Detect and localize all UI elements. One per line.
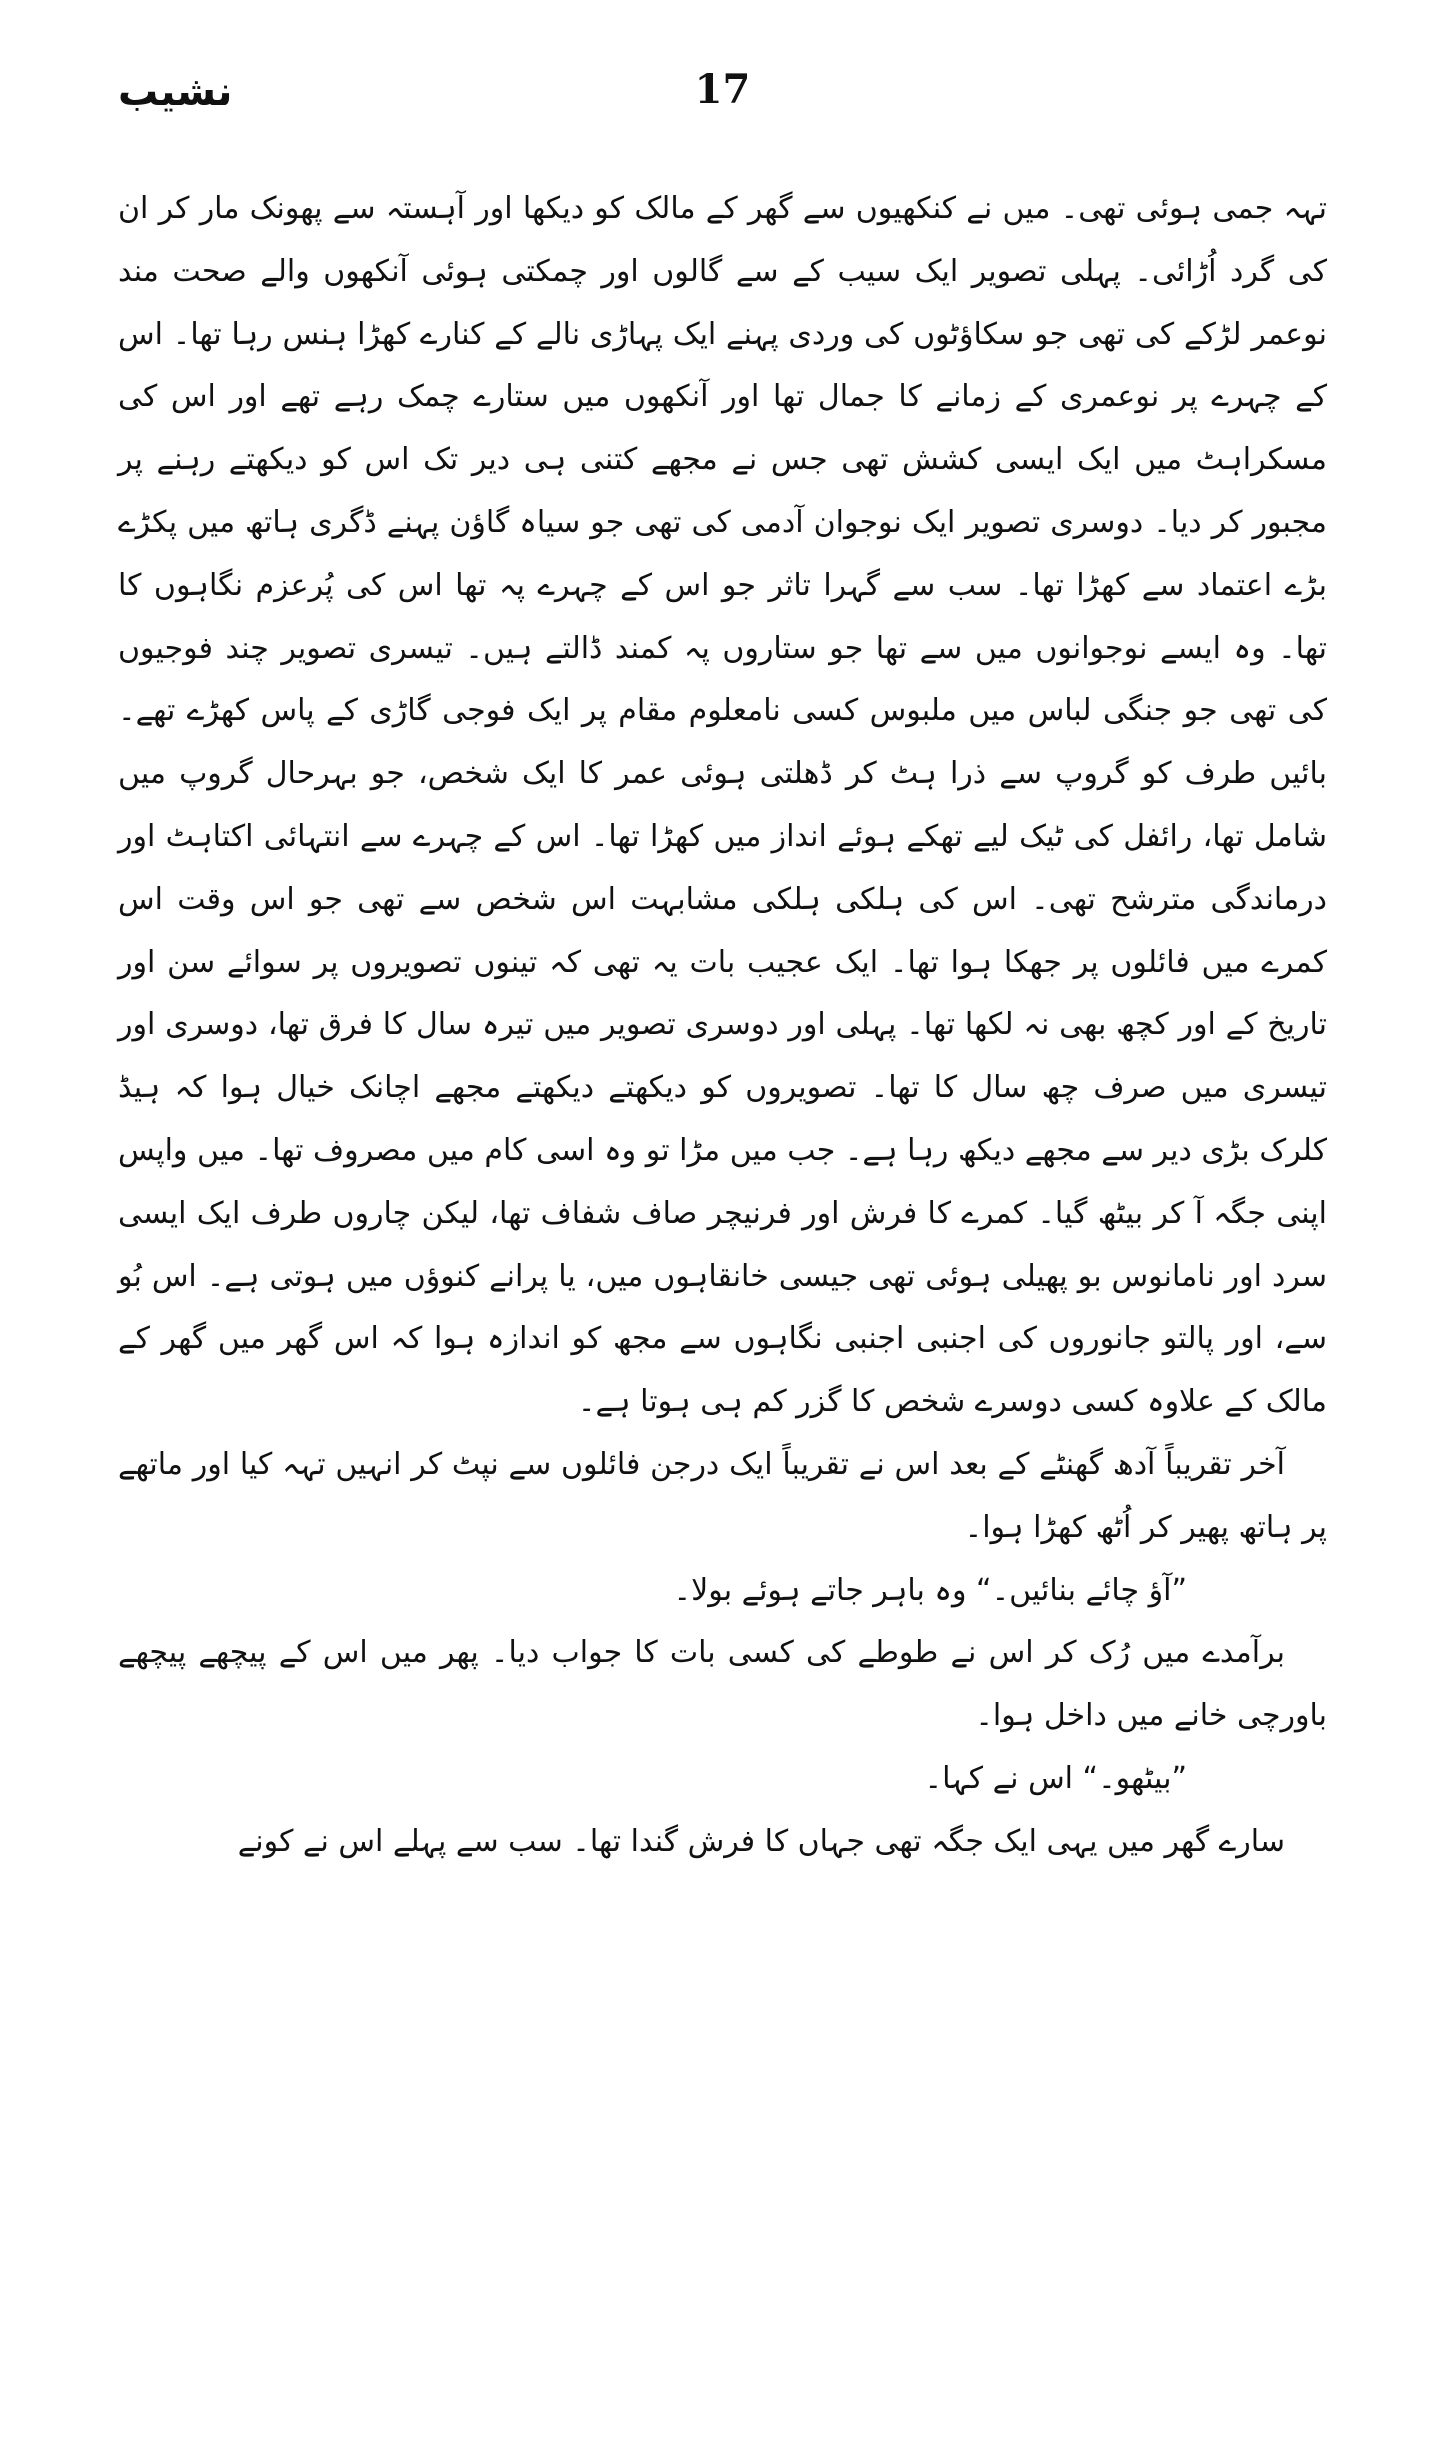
paragraph-kitchen-floor: سارے گھر میں یہی ایک جگہ تھی جہاں کا فرش گندا تھا۔ سب سے پہلے اس نے کونے xyxy=(237,1823,1285,1859)
dialogue-tea: ”آؤ چائے بنائیں۔“ وہ باہر جاتے ہوئے بولا۔ xyxy=(673,1572,1187,1608)
page-number: 17 xyxy=(694,66,751,113)
page-header xyxy=(0,60,1445,140)
paragraph-verandah: برآمدے میں رُک کر اس نے طوطے کی کسی بات کا جواب دیا۔ پھر میں اس کے پیچھے پیچھے باورچی خانے میں داخل ہوا۔ xyxy=(118,1635,1327,1734)
paragraph-half-hour: آخر تقریباً آدھ گھنٹے کے بعد اس نے تقریباً ایک درجن فائلوں سے نپٹ کر انہیں تہہ کیا اور ماتھے پر ہاتھ پھیر کر اُٹھ کھڑا ہوا۔ xyxy=(118,1446,1327,1545)
paragraph-main: تہہ جمی ہوئی تھی۔ میں نے کنکھیوں سے گھر کے مالک کو دیکھا اور آہستہ سے پھونک مار کر ان کی گرد اُڑائی۔ پہلی تصویر ایک سیب کے سے گالوں اور چمکتی ہوئی آنکھوں والے صحت مند نوعمر لڑکے کی تھی جو سکاؤٹوں کی وردی پہنے ایک پہاڑی نالے کے کنارے کھڑا ہنس رہا تھا۔ اس کے چہرے پر نوعمری کے زمانے کا جمال تھا اور آنکھوں میں ستارے چمک رہے تھے اور اس کی مسکراہٹ میں ایک ایسی کشش تھی جس نے مجھے کتنی ہی دیر تک اس کو دیکھتے رہنے پر مجبور کر دیا۔ دوسری تصویر ایک نوجوان آدمی کی تھی جو سیاہ گاؤن پہنے ڈگری ہاتھ میں پکڑے بڑے اعتماد سے کھڑا تھا۔ سب سے گہرا تاثر جو اس کے چہرے پہ تھا اس کی پُرعزم نگاہوں کا تھا۔ وہ ایسے نوجوانوں میں سے تھا جو ستاروں پہ کمند ڈالتے ہیں۔ تیسری تصویر چند فوجیوں کی تھی جو جنگی لباس میں ملبوس کسی نامعلوم مقام پر ایک فوجی گاڑی کے پاس کھڑے تھے۔ بائیں طرف کو گروپ سے ذرا ہٹ کر ڈھلتی ہوئی عمر کا ایک شخص، جو بہرحال گروپ میں شامل تھا، رائفل کی ٹیک لیے تھکے ہوئے انداز میں کھڑا تھا۔ اس کے چہرے سے انتہائی اکتاہٹ اور درماندگی مترشح تھی۔ اس کی ہلکی ہلکی مشابہت اس شخص سے تھی جو اس وقت اس کمرے میں فائلوں پر جھکا ہوا تھا۔ ایک عجیب بات یہ تھی کہ تینوں تصویروں پر سوائے سن اور تاریخ کے اور کچھ بھی نہ لکھا تھا۔ پہلی اور دوسری تصویر میں تیرہ سال کا فرق تھا، دوسری اور تیسری میں صرف چھ سال کا تھا۔ تصویروں کو دیکھتے دیکھتے مجھے اچانک خیال ہوا کہ ہیڈ کلرک بڑی دیر سے مجھے دیکھ رہا ہے۔ جب میں مڑا تو وہ اسی کام میں مصروف تھا۔ میں واپس اپنی جگہ آ کر بیٹھ گیا۔ کمرے کا فرش اور فرنیچر صاف شفاف تھا، لیکن چاروں طرف ایک ایسی سرد اور نامانوس بو پھیلی ہوئی تھی جیسی خانقاہوں میں، یا پرانے کنوؤں میں ہوتی ہے۔ اس بُو سے، اور پالتو جانوروں کی اجنبی اجنبی نگاہوں سے مجھ کو اندازہ ہوا کہ اس گھر میں گھر کے مالک کے علاوہ کسی دوسرے شخص کا گزر کم ہی ہوتا ہے۔ xyxy=(118,191,1328,1420)
body-text xyxy=(118,178,1327,1874)
dialogue-sit: ”بیٹھو۔“ اس نے کہا۔ xyxy=(924,1760,1187,1796)
running-title: نشیب xyxy=(118,69,233,115)
